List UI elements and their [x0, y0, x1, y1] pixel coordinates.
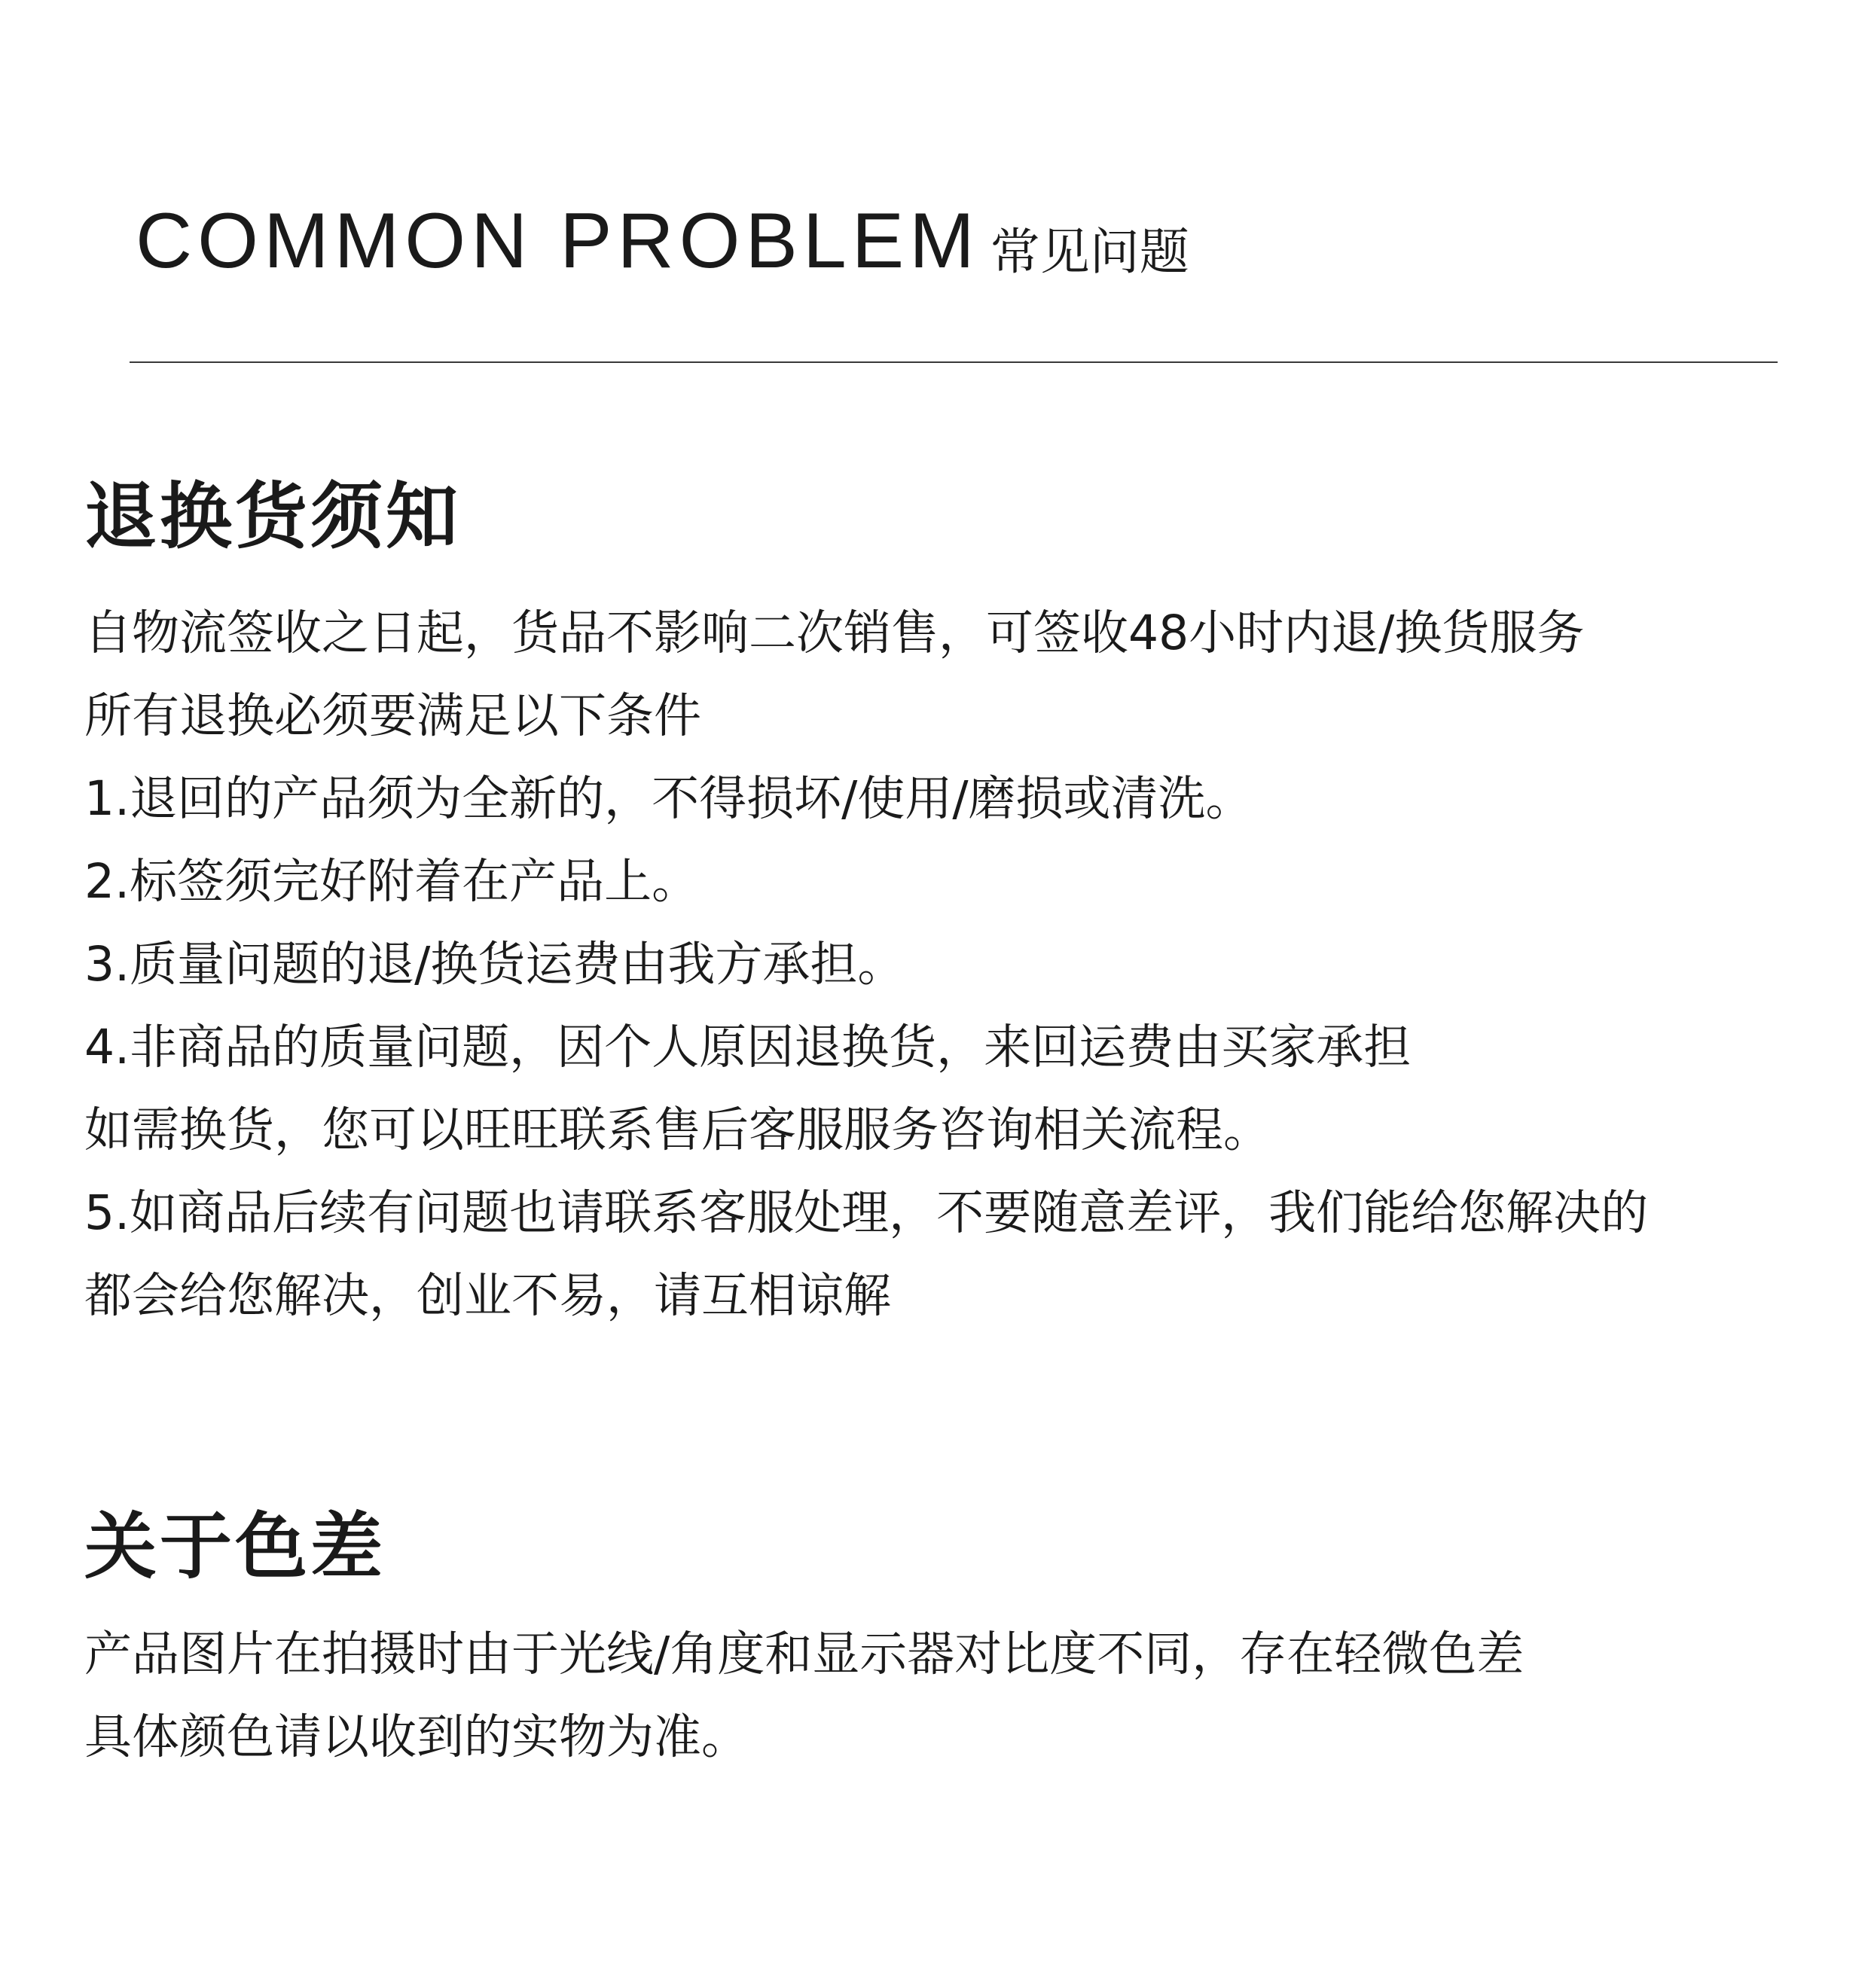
color-section: [84, 1505, 1817, 1779]
returns-line: 4.非商品的质量问题，因个人原因退换货，来回运费由买家承担: [84, 1020, 1412, 1075]
returns-line: 都会给您解决，创业不易，请互相谅解: [84, 1268, 891, 1323]
header-title-cn: 常见问题: [990, 223, 1189, 281]
returns-section: [84, 474, 1817, 1337]
returns-line: 5.如商品后续有问题也请联系客服处理，不要随意差评，我们能给您解决的: [84, 1185, 1649, 1240]
returns-line: 所有退换必须要满足以下条件: [84, 688, 701, 743]
returns-line: 3.质量问题的退/换货运费由我方承担。: [84, 937, 905, 992]
returns-line: 如需换货，您可以旺旺联系售后客服服务咨询相关流程。: [84, 1102, 1271, 1157]
color-text: [84, 1613, 1817, 1779]
returns-title: 退换货须知: [84, 474, 461, 559]
returns-line: 2.标签须完好附着在产品上。: [84, 854, 700, 909]
header-title-en: COMMON PROBLEM: [136, 197, 980, 285]
page-header: [136, 197, 1189, 285]
returns-line: 自物流签收之日起，货品不影响二次销售，可签收48小时内退/换货服务: [84, 605, 1585, 660]
color-line: 产品图片在拍摄时由于光线/角度和显示器对比度不同，存在轻微色差: [84, 1627, 1525, 1682]
header-divider: [130, 361, 1778, 363]
returns-line: 1.退回的产品须为全新的，不得损坏/使用/磨损或清洗。: [84, 771, 1253, 826]
color-line: 具体颜色请以收到的实物为准。: [84, 1709, 749, 1764]
returns-text: [84, 592, 1817, 1337]
color-title: 关于色差: [84, 1505, 386, 1589]
